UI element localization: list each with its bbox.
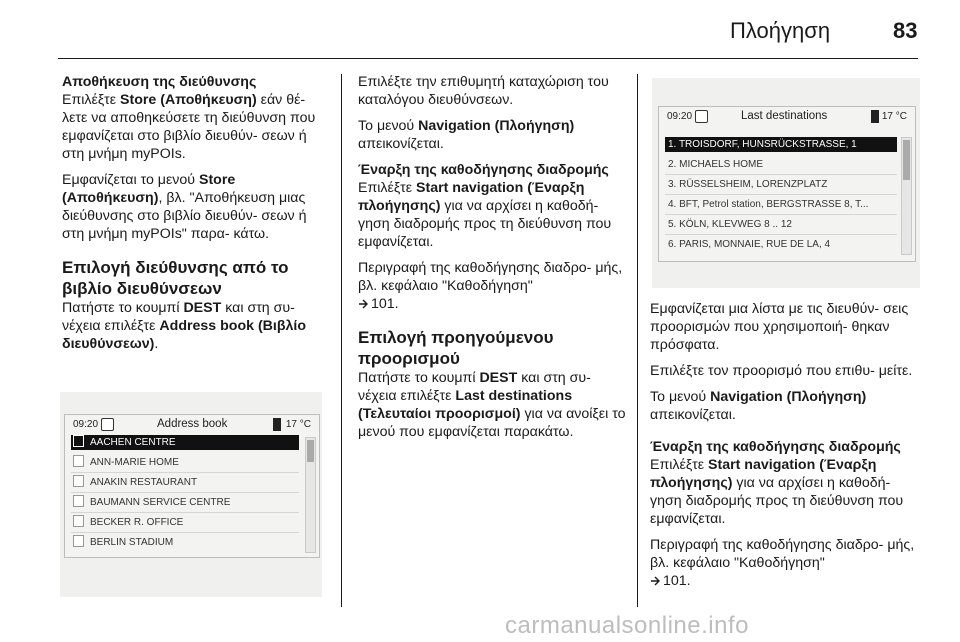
scrollbar[interactable] — [305, 437, 316, 553]
column-3 — [650, 300, 922, 598]
divider — [665, 174, 897, 175]
list-item[interactable]: BERLIN STADIUM — [71, 535, 299, 550]
paragraph: Επιλέξτε Start navigation (Έναρξη πλοήγησης) για να αρχίσει η καθοδή- γηση διαδρομής προς τη διεύθυνση που εμφανίζεται. — [358, 180, 612, 250]
contact-icon — [73, 515, 84, 527]
contact-icon — [73, 455, 84, 467]
section-heading-select: Επιλογή διεύθυνσης από το βιβλίο διευθύνσεων — [62, 258, 289, 298]
last-destinations-screen — [658, 106, 916, 262]
paragraph: Εμφανίζεται μια λίστα με τις διευθύν- σεις προορισμών που χρησιμοποιή- θηκαν πρόσφατα. — [650, 301, 909, 353]
list-item[interactable]: BECKER R. OFFICE — [71, 515, 299, 530]
page-reference[interactable]: 101. — [663, 573, 691, 589]
column-divider-1 — [341, 74, 342, 607]
scrollbar-thumb[interactable] — [903, 140, 910, 180]
contact-icon — [73, 535, 84, 547]
address-book-screen — [64, 414, 320, 558]
page-ref-arrow-icon — [650, 576, 660, 586]
paragraph: Επιλέξτε Store (Αποθήκευση) εάν θέ- λετε να αποθηκεύσετε τη διεύθυνση που εμφανίζεται στο βιβλίο διευθύν- σεων ή στη μνήμη myPOIs. — [62, 92, 316, 162]
list-item[interactable]: 1. TROISDORF, HUNSRÜCKSTRASSE, 1 — [665, 137, 897, 152]
paragraph: Εμφανίζεται το μενού Store (Αποθήκευση), βλ. "Αποθήκευση μιας διεύθυνσης στο βιβλίο διευθύν- σεων ή στη μνήμη myPOIs" παρα- κάτω. — [62, 172, 307, 242]
screen-title: Address book — [157, 418, 228, 430]
list-item[interactable]: BAUMANN SERVICE CENTRE — [71, 495, 299, 510]
fuel-icon — [273, 418, 281, 431]
divider — [71, 512, 299, 513]
paragraph: Το μενού Navigation (Πλοήγηση) απεικονίζεται. — [358, 118, 575, 152]
list-item[interactable]: 2. MICHAELS HOME — [668, 159, 764, 170]
fuel-icon — [871, 110, 879, 123]
section-heading-save: Αποθήκευση της διεύθυνσης — [62, 74, 257, 90]
paragraph: Το μενού Navigation (Πλοήγηση) απεικονίζεται. — [650, 389, 867, 423]
divider — [71, 492, 299, 493]
list-item[interactable]: 5. KÖLN, KLEVWEG 8 .. 12 — [668, 219, 792, 230]
paragraph: Πατήστε το κουμπί DEST και στη συ- νέχεια επιλέξτε Address book (Βιβλίο διευθύνσεων). — [62, 300, 307, 352]
column-1 — [62, 73, 324, 361]
nav-icon — [695, 110, 708, 123]
contact-icon — [73, 495, 84, 507]
status-bar — [659, 107, 915, 125]
last-destinations-screenshot — [652, 78, 920, 288]
divider — [665, 234, 897, 235]
list-item[interactable]: AACHEN CENTRE — [71, 435, 299, 450]
list-item[interactable]: 3. RÜSSELSHEIM, LORENZPLATZ — [668, 179, 828, 190]
temperature: 17 °C — [881, 111, 907, 122]
paragraph: Περιγραφή της καθοδήγησης διαδρο- μής, βλ. κεφάλαιο "Καθοδήγηση" 101. — [358, 260, 623, 312]
scrollbar-thumb[interactable] — [307, 440, 314, 462]
list-item[interactable]: ANN-MARIE HOME — [71, 455, 299, 470]
paragraph: Περιγραφή της καθοδήγησης διαδρο- μής, βλ. κεφάλαιο "Καθοδήγηση" 101. — [650, 537, 915, 589]
screen-title: Last destinations — [741, 110, 828, 122]
scrollbar[interactable] — [901, 137, 912, 255]
page-reference[interactable]: 101. — [371, 296, 399, 312]
nav-icon — [101, 418, 114, 431]
list-item[interactable]: 6. PARIS, MONNAIE, RUE DE LA, 4 — [668, 239, 831, 250]
status-bar — [65, 415, 319, 433]
section-heading-start: Έναρξη της καθοδήγησης διαδρομής — [650, 439, 901, 455]
paragraph: Επιλέξτε τον προορισμό που επιθυ- μείτε. — [650, 363, 913, 379]
contact-icon — [73, 435, 84, 447]
list-item[interactable]: ANAKIN RESTAURANT — [71, 475, 299, 490]
paragraph: Πατήστε το κουμπί DEST και στη συ- νέχεια επιλέξτε Last destinations (Τελευταίοι προορισμοί) για να ανοίξει το μενού που εμφανίζεται παρακάτω. — [358, 370, 626, 440]
contact-icon — [73, 475, 84, 487]
header-rule — [58, 58, 918, 59]
page-header-title: Πλοήγηση — [730, 18, 831, 43]
column-divider-2 — [637, 74, 638, 607]
list-item[interactable]: 4. BFT, Petrol station, BERGSTRASSE 8, T... — [668, 199, 869, 210]
section-heading-start: Έναρξη της καθοδήγησης διαδρομής — [358, 162, 609, 178]
clock: 09:20 — [667, 111, 693, 122]
divider — [71, 472, 299, 473]
watermark: carmanualsonline.info — [505, 612, 749, 639]
page-ref-arrow-icon — [358, 299, 368, 309]
address-book-screenshot — [60, 392, 322, 597]
column-2 — [358, 73, 626, 449]
section-heading-previous: Επιλογή προηγούμενου προορισμού — [358, 328, 554, 368]
temperature: 17 °C — [285, 419, 311, 430]
page-number: 83 — [893, 18, 918, 43]
paragraph: Επιλέξτε Start navigation (Έναρξη πλοήγησης) για να αρχίσει η καθοδή- γηση διαδρομής προς τη διεύθυνση που εμφανίζεται. — [650, 457, 904, 527]
divider — [665, 214, 897, 215]
clock: 09:20 — [73, 419, 99, 430]
paragraph: Επιλέξτε την επιθυμητή καταχώριση του καταλόγου διευθύνσεων. — [358, 74, 609, 108]
divider — [71, 532, 299, 533]
divider — [665, 194, 897, 195]
